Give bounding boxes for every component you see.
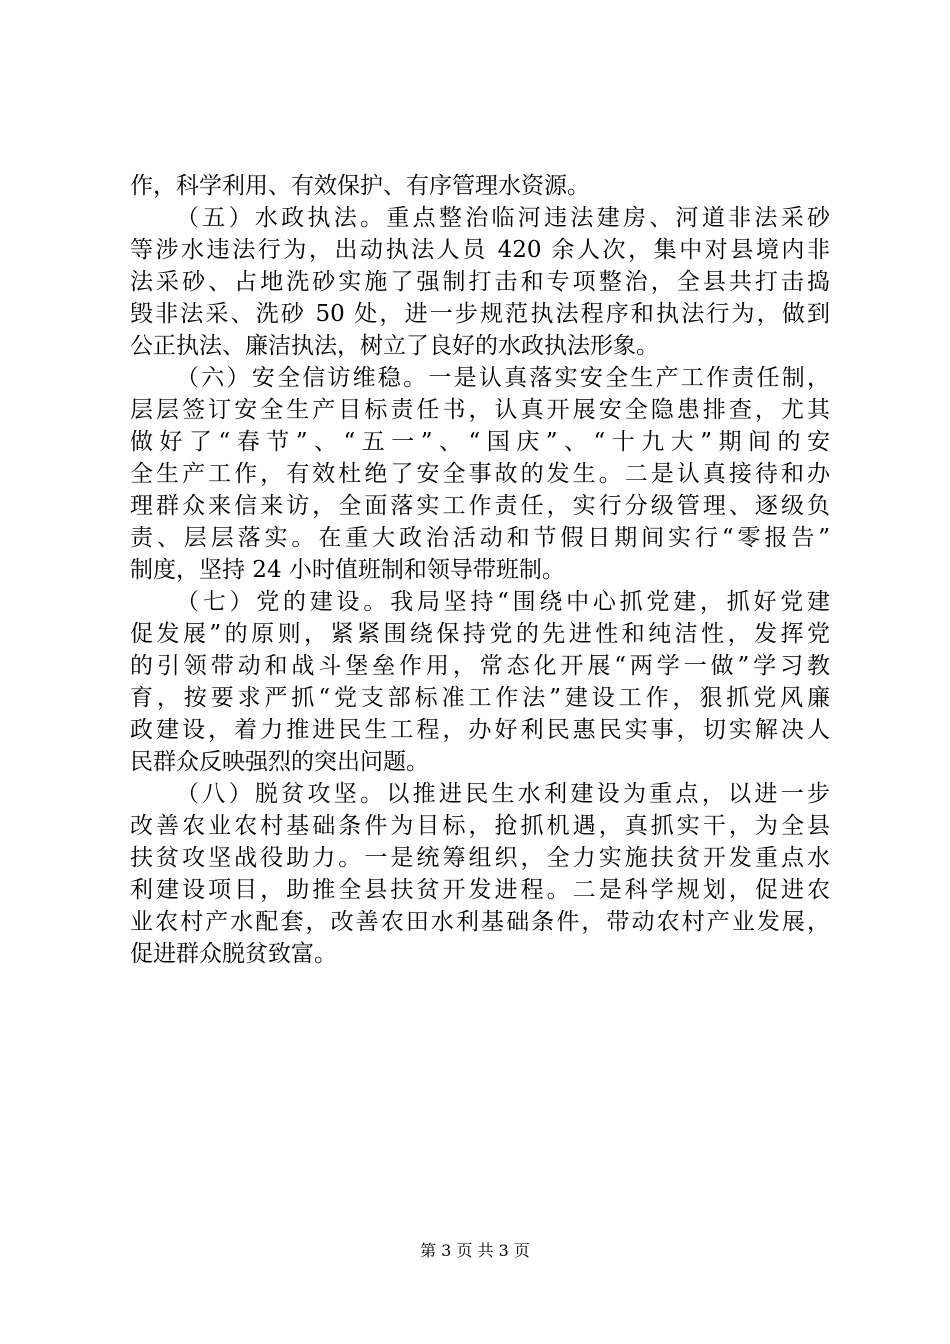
text-line: 法采砂、占地洗砂实施了强制打击和专项整治，全县共打击捣: [130, 269, 830, 295]
paragraph-eight-heading-line: （八）脱贫攻坚。以推进民生水利建设为重点，以进一步: [176, 781, 830, 807]
text-line: 等涉水违法行为，出动执法人员 420 余人次，集中对县境内非: [130, 237, 830, 263]
text-line: 的引领带动和战斗堡垒作用，常态化开展“两学一做”学习教: [130, 653, 830, 679]
text-line: 促进群众脱贫致富。: [130, 941, 337, 967]
text-line: 公正执法、廉洁执法，树立了良好的水政执法形象。: [130, 333, 659, 359]
text-line: 毁非法采、洗砂 50 处，进一步规范执法程序和执法行为，做到: [130, 301, 830, 327]
paragraph-seven-heading-line: （七）党的建设。我局坚持“围绕中心抓党建，抓好党建: [176, 589, 830, 615]
text-line: 利建设项目，助推全县扶贫开发进程。二是科学规划，促进农: [130, 877, 830, 903]
text-line: 全生产工作，有效杜绝了安全事故的发生。二是认真接待和办: [130, 461, 830, 487]
document-body: [130, 170, 830, 970]
page-number-footer: 第 3 页 共 3 页: [420, 1241, 530, 1260]
text-line: 业农村产水配套，改善农田水利基础条件，带动农村产业发展，: [130, 909, 830, 935]
text-line: 改善农业农村基础条件为目标，抢抓机遇，真抓实干，为全县: [130, 813, 830, 839]
text-line: 民群众反映强烈的突出问题。: [130, 749, 429, 775]
text-line: 制度，坚持 24 小时值班制和领导带班制。: [130, 557, 565, 583]
text-line: 做好了“春节”、“五一”、“国庆”、“十九大”期间的安: [130, 429, 830, 455]
paragraph-five-heading-line: （五）水政执法。重点整治临河违法建房、河道非法采砂: [176, 205, 830, 231]
text-line: 扶贫攻坚战役助力。一是统筹组织，全力实施扶贫开发重点水: [130, 845, 830, 871]
text-line: 育，按要求严抓“党支部标准工作法”建设工作，狠抓党风廉: [130, 685, 830, 711]
text-line: 责、层层落实。在重大政治活动和节假日期间实行“零报告”: [130, 525, 830, 551]
text-line: 政建设，着力推进民生工程，办好利民惠民实事，切实解决人: [130, 717, 830, 743]
paragraph-six-heading-line: （六）安全信访维稳。一是认真落实安全生产工作责任制，: [176, 365, 830, 391]
text-line: 层层签订安全生产目标责任书，认真开展安全隐患排查，尤其: [130, 397, 830, 423]
text-line: 作，科学利用、有效保护、有序管理水资源。: [130, 173, 590, 199]
text-line: 理群众来信来访，全面落实工作责任，实行分级管理、逐级负: [130, 493, 830, 519]
text-line: 促发展”的原则，紧紧围绕保持党的先进性和纯洁性，发挥党: [130, 621, 830, 647]
